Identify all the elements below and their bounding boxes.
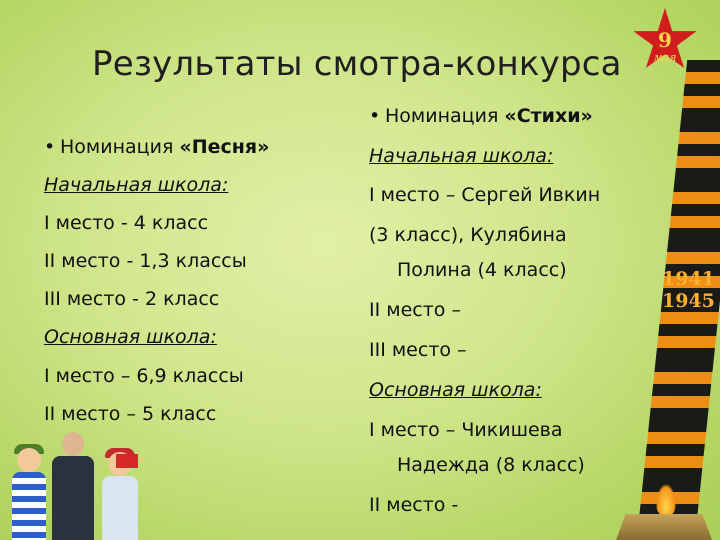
ribbon-years <box>662 268 715 312</box>
result-line: III место - 2 класс <box>44 288 220 310</box>
result-line: Надежда (8 класс) <box>397 454 585 476</box>
bullet-icon: • <box>44 136 56 158</box>
result-line: II место – <box>369 299 461 321</box>
result-line: I место – Чикишева <box>369 419 563 441</box>
result-line: I место – Сергей Ивкин <box>369 184 601 206</box>
main-school-heading-line <box>44 328 217 347</box>
heading-colon: : <box>546 145 554 167</box>
bullet-icon: • <box>369 105 381 127</box>
heading-colon: : <box>210 326 217 348</box>
nomination-name: «Стихи» <box>504 105 593 127</box>
result-line: II место – 5 класс <box>44 403 217 425</box>
veteran-and-children-illustration <box>0 430 150 540</box>
badge-day: 9 <box>658 28 672 52</box>
result-line: II место - <box>369 494 459 516</box>
main-school-heading-line <box>369 381 542 400</box>
victory-day-badge <box>639 30 691 63</box>
heading-colon: : <box>221 174 229 196</box>
result-line: II место - 1,3 классы <box>44 250 247 272</box>
primary-school-heading: Начальная школа <box>369 145 547 167</box>
memorial-icon <box>616 514 712 540</box>
poems-nomination-column <box>369 107 669 527</box>
veteran-figure <box>48 432 98 540</box>
song-nomination-column <box>44 138 334 458</box>
main-school-heading: Основная школа <box>369 379 536 401</box>
nomination-prefix: Номинация <box>385 105 499 127</box>
flag-icon <box>116 454 138 468</box>
primary-school-heading-line <box>44 176 228 195</box>
primary-school-heading-line <box>369 147 553 166</box>
eternal-flame-icon <box>656 484 676 516</box>
nomination-name: «Песня» <box>179 136 270 158</box>
slide-title: Результаты смотра-конкурса <box>92 44 622 84</box>
result-line: III место – <box>369 339 467 361</box>
result-line: I место - 4 класс <box>44 212 209 234</box>
poems-nomination-heading <box>369 107 593 126</box>
nomination-prefix: Номинация <box>60 136 174 158</box>
child-sailor-figure <box>6 448 52 540</box>
year-label: 1945 <box>662 290 715 312</box>
main-school-heading: Основная школа <box>44 326 211 348</box>
song-nomination-heading <box>44 138 269 157</box>
heading-colon: : <box>535 379 542 401</box>
result-line: I место – 6,9 классы <box>44 365 244 387</box>
primary-school-heading: Начальная школа <box>44 174 222 196</box>
result-line: Полина (4 класс) <box>397 259 567 281</box>
badge-month: мая <box>653 51 677 64</box>
result-line: (3 класс), Кулябина <box>369 224 567 246</box>
year-label: 1941 <box>662 268 715 290</box>
